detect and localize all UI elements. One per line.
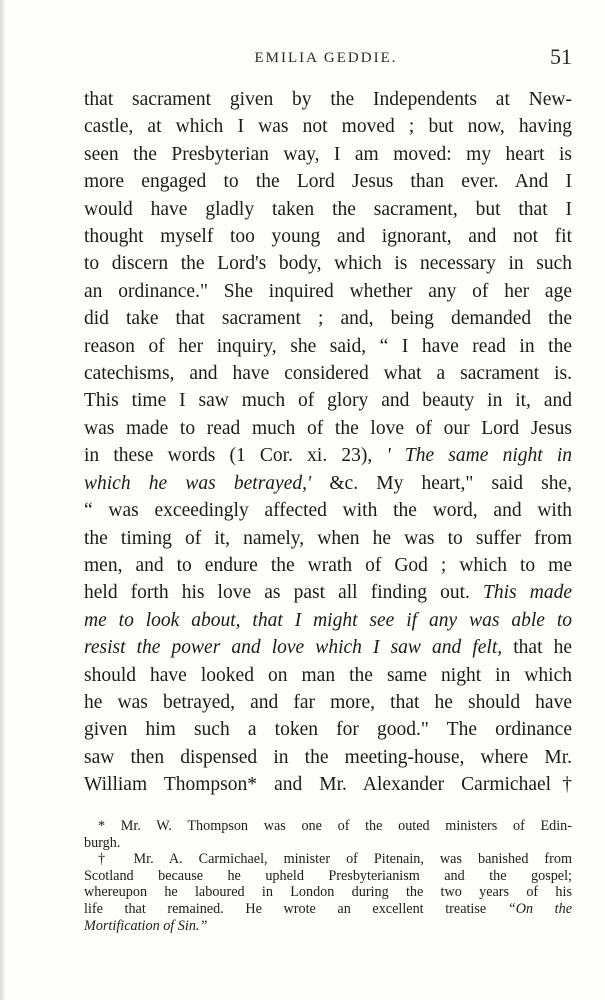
body-line: catechisms, and have considered what a sacrament is. bbox=[84, 363, 572, 385]
body-line: would have gladly taken the sacrament, but that I bbox=[84, 198, 572, 220]
body-line: William Thompson* and Mr. Alexander Carmichael† bbox=[84, 774, 572, 796]
italic-emphasis: This made bbox=[483, 582, 572, 604]
body-line-italic: me to look about, that I might see if any was able to bbox=[84, 609, 572, 631]
body-line: was made to read much of the love of our Lord Jesus bbox=[84, 417, 572, 439]
body-line: that sacrament given by the Independents at New- bbox=[84, 89, 572, 110]
italic-quote: which he was betrayed,' bbox=[84, 472, 312, 494]
footnotes bbox=[84, 818, 572, 934]
italic-emphasis: resist the power and love which I saw and felt, bbox=[84, 637, 503, 659]
body-line: reason of her inquiry, she said, “ I have read in the bbox=[84, 335, 572, 357]
footnote-2-line: whereupon he laboured in London during the two years of his bbox=[84, 884, 572, 901]
page-header bbox=[80, 44, 572, 72]
body-line: given him such a token for good." The ordinance bbox=[84, 719, 572, 741]
body-line: saw then dispensed in the meeting-house, where Mr. bbox=[84, 746, 572, 768]
body-line: thought myself too young and ignorant, and not fit bbox=[84, 226, 572, 248]
footnote-1-line: burgh. bbox=[84, 834, 121, 851]
footnote-2-line: † Mr. A. Carmichael, minister of Pitenain, was banished from bbox=[98, 851, 572, 868]
body-line: men, and to endure the wrath of God ; which to me bbox=[84, 554, 572, 576]
body-line-mixed bbox=[84, 579, 572, 606]
footnote-italic-title: Mortification of Sin.” bbox=[84, 917, 208, 934]
body-line: did take that sacrament ; and, being demanded the bbox=[84, 308, 572, 330]
footnote-1-line: * Mr. W. Thompson was one of the outed ministers of Edin- bbox=[98, 818, 572, 834]
body-text-span: that he bbox=[513, 637, 573, 659]
body-line: an ordinance." She inquired whether any of her age bbox=[84, 280, 572, 302]
body-text-span: held forth his love as past all finding out. bbox=[84, 582, 470, 604]
body-text-span: &c. My heart," said she, bbox=[329, 472, 573, 494]
footnote-2-line-mixed bbox=[84, 901, 572, 918]
body-line-mixed bbox=[84, 470, 572, 497]
body-line: he was betrayed, and far more, that he should have bbox=[84, 691, 572, 713]
page-edge-shadow bbox=[0, 0, 6, 1000]
italic-quote: ' The same night in bbox=[386, 445, 573, 467]
body-line-mixed bbox=[84, 634, 572, 661]
body-line: should have looked on man the same night in which bbox=[84, 664, 572, 686]
footnote-italic-title: “On the bbox=[507, 900, 573, 917]
body-line-mixed bbox=[84, 442, 572, 469]
footnote-text-span: life that remained. He wrote an excellent treatise bbox=[84, 900, 487, 917]
page-number: 51 bbox=[550, 44, 572, 69]
running-title: EMILIA GEDDIE. bbox=[254, 50, 398, 66]
body-line: the timing of it, namely, when he was to suffer from bbox=[84, 527, 572, 549]
body-line: to discern the Lord's body, which is necessary in such bbox=[84, 253, 572, 275]
body-line: castle, at which I was not moved ; but now, having bbox=[84, 116, 572, 138]
body-line: more engaged to the Lord Jesus than ever. And I bbox=[84, 171, 572, 193]
footnote-2-line: Scotland because he upheld Presbyterianism and the gospel; bbox=[84, 867, 572, 884]
body-line: “ was exceedingly affected with the word, and with bbox=[84, 500, 572, 522]
body-line: seen the Presbyterian way, I am moved: my heart is bbox=[84, 143, 572, 165]
body-text-span: in these words (1 Cor. xi. 23), bbox=[84, 445, 373, 467]
body-line: This time I saw much of glory and beauty in it, and bbox=[84, 390, 572, 412]
body-text bbox=[84, 86, 572, 799]
